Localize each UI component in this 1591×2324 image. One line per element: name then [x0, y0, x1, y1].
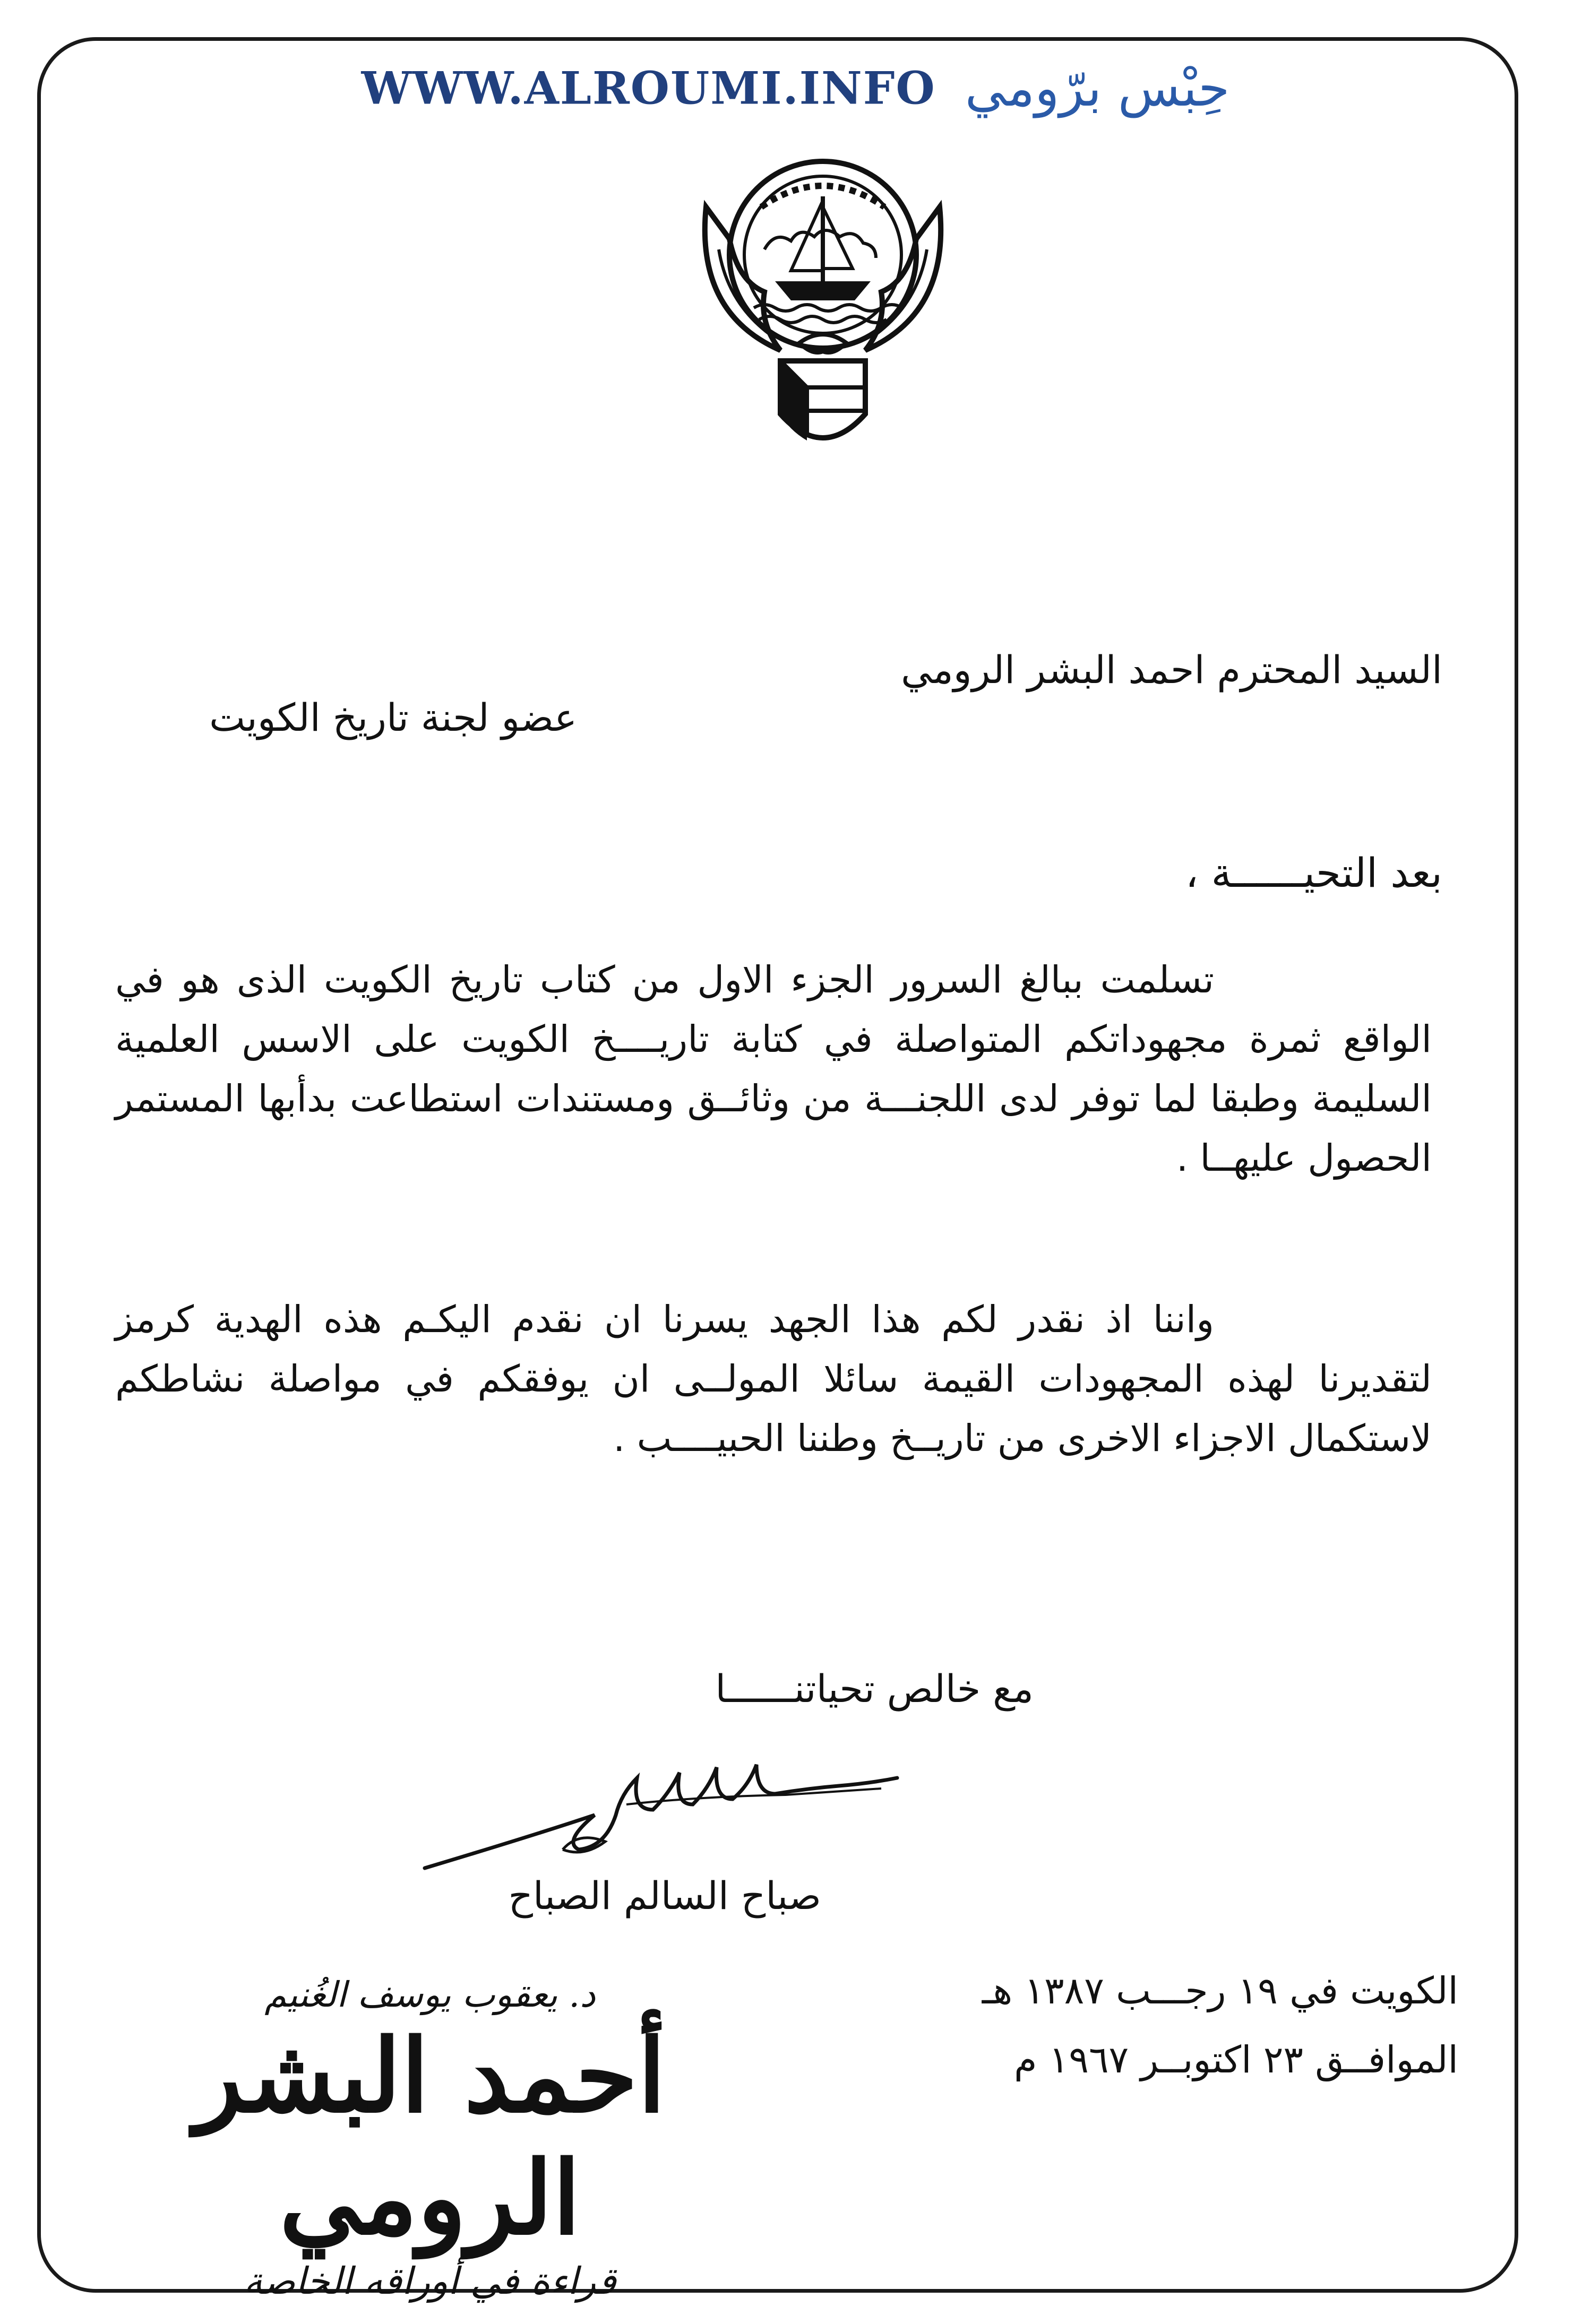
signature-icon	[403, 1735, 913, 1895]
paragraph-1: تسلمت ببالغ السرور الجزء الاول من كتاب تاريخ الكويت الذى هو في الواقع ثمرة مجهوداتكم المتواصلة في كتابة تاريــــخ الكويت على الاسس العلمية السليمة وطبقا لما توفر لدى اللجنـــة من وثائــق ومستندات استطاعت بدأبها المستمر الحصول عليهــا .	[115, 958, 1432, 1180]
watermark-arabic: حِبْس برّومي	[965, 58, 1230, 118]
letter-body	[115, 950, 1432, 1188]
kuwait-emblem-icon	[664, 133, 982, 472]
closing: مع خالص تحياتنــــــا	[715, 1666, 1034, 1711]
signatory-name: صباح السالم الصباح	[508, 1873, 821, 1918]
paragraph-2: واننا اذ نقدر لكم هذا الجهد يسرنا ان نقدم اليكـم هذه الهدية كرمز لتقديرنا لهذه المجهودات القيمة سائلا المولــى ان يوفقكم في مواصلة نشاطكم لاستكمال الاجزاء الاخرى من تاريــخ وطننا الحبيــــب .	[115, 1298, 1432, 1460]
stamp-subtitle: قراءة في أوراقه الخاصة	[244, 2259, 616, 2303]
greeting: بعد التحيــــــة ،	[1185, 849, 1442, 896]
book-stamp	[85, 1974, 775, 2303]
watermark-url: WWW.ALROUMI.INFO	[361, 62, 936, 115]
date-hijri: الكويت في ١٩ رجـــب ١٣٨٧ هـ	[982, 1969, 1458, 2012]
stamp-title: أحمد البشر الرومي	[194, 2017, 666, 2257]
watermark	[0, 58, 1591, 118]
recipient-name: السيد المحترم احمد البشر الرومي	[901, 647, 1442, 692]
recipient-role: عضو لجنة تاريخ الكويت	[209, 695, 577, 740]
letter-body-2	[115, 1290, 1432, 1468]
date-gregorian: الموافــق ٢٣ اكتوبــر ١٩٦٧ م	[1014, 2038, 1458, 2081]
stamp-author: د. يعقوب يوسف الغُنيم	[264, 1974, 596, 2015]
